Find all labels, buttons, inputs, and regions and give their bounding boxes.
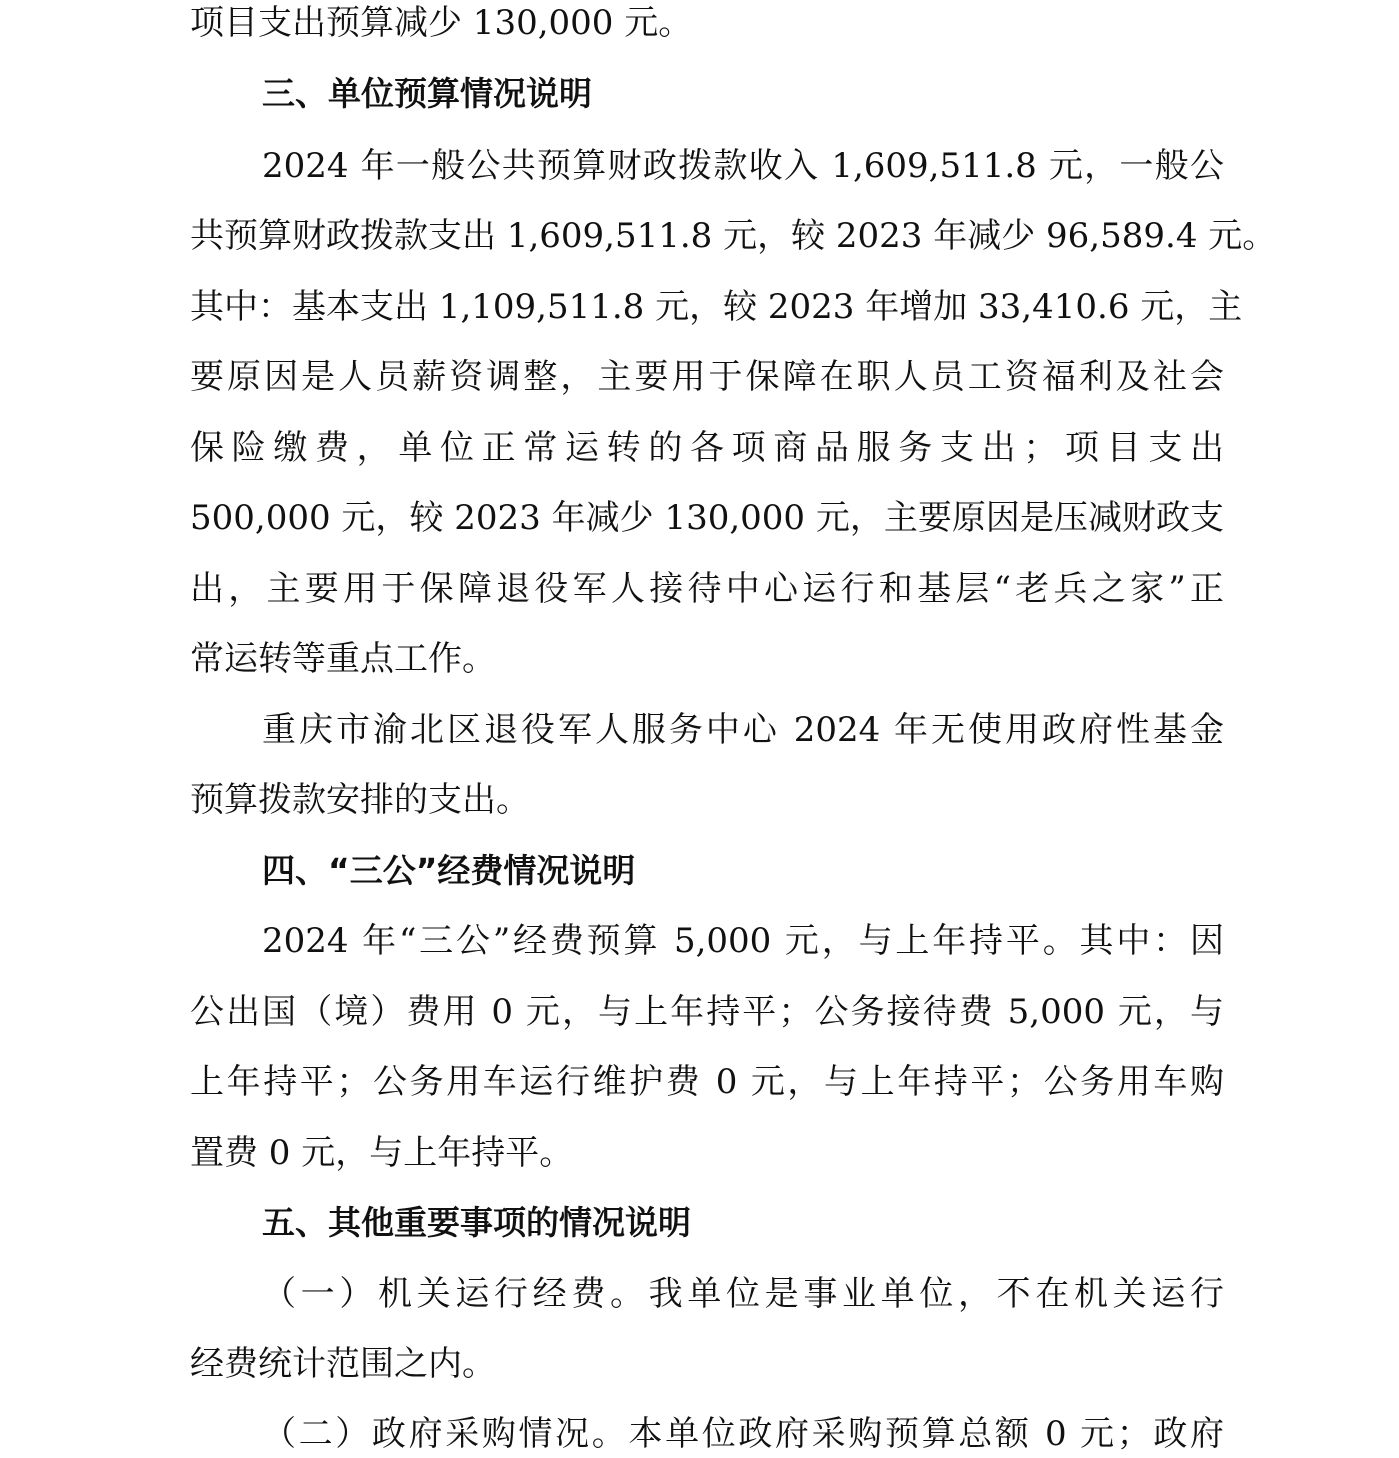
paragraph-line: 2024 年一般公共预算财政拨款收入 1,609,511.8 元，一般公 — [262, 146, 1224, 186]
paragraph-line: 500,000 元，较 2023 年减少 130,000 元，主要原因是压减财政支 — [190, 498, 1224, 538]
paragraph-line: （一）机关运行经费。我单位是事业单位，不在机关运行 — [262, 1274, 1224, 1314]
section-heading-3: 三、单位预算情况说明 — [262, 74, 592, 113]
paragraph-line: 出，主要用于保障退役军人接待中心运行和基层“老兵之家”正 — [190, 569, 1224, 609]
paragraph-line: 要原因是人员薪资调整，主要用于保障在职人员工资福利及社会 — [190, 357, 1224, 397]
paragraph-line: 常运转等重点工作。 — [190, 639, 496, 679]
paragraph-line: 2024 年“三公”经费预算 5,000 元，与上年持平。其中：因 — [262, 921, 1224, 961]
section-heading-4: 四、“三公”经费情况说明 — [262, 851, 636, 890]
paragraph-line: （二）政府采购情况。本单位政府采购预算总额 0 元；政府 — [262, 1414, 1224, 1454]
paragraph-line: 经费统计范围之内。 — [190, 1344, 496, 1384]
paragraph-line: 其中：基本支出 1,109,511.8 元，较 2023 年增加 33,410.6 元，主 — [190, 287, 1243, 327]
paragraph-line: 共预算财政拨款支出 1,609,511.8 元，较 2023 年减少 96,589.4 元。 — [190, 216, 1277, 256]
paragraph-line: 保险缴费，单位正常运转的各项商品服务支出；项目支出 — [190, 428, 1224, 468]
paragraph-line: 置费 0 元，与上年持平。 — [190, 1133, 574, 1173]
paragraph-line: 项目支出预算减少 130,000 元。 — [190, 3, 693, 43]
paragraph-line: 预算拨款安排的支出。 — [190, 780, 530, 820]
paragraph-line: 公出国（境）费用 0 元，与上年持平；公务接待费 5,000 元，与 — [190, 992, 1224, 1032]
paragraph-line: 重庆市渝北区退役军人服务中心 2024 年无使用政府性基金 — [262, 710, 1224, 750]
section-heading-5: 五、其他重要事项的情况说明 — [262, 1203, 691, 1242]
paragraph-line: 上年持平；公务用车运行维护费 0 元，与上年持平；公务用车购 — [190, 1062, 1224, 1102]
